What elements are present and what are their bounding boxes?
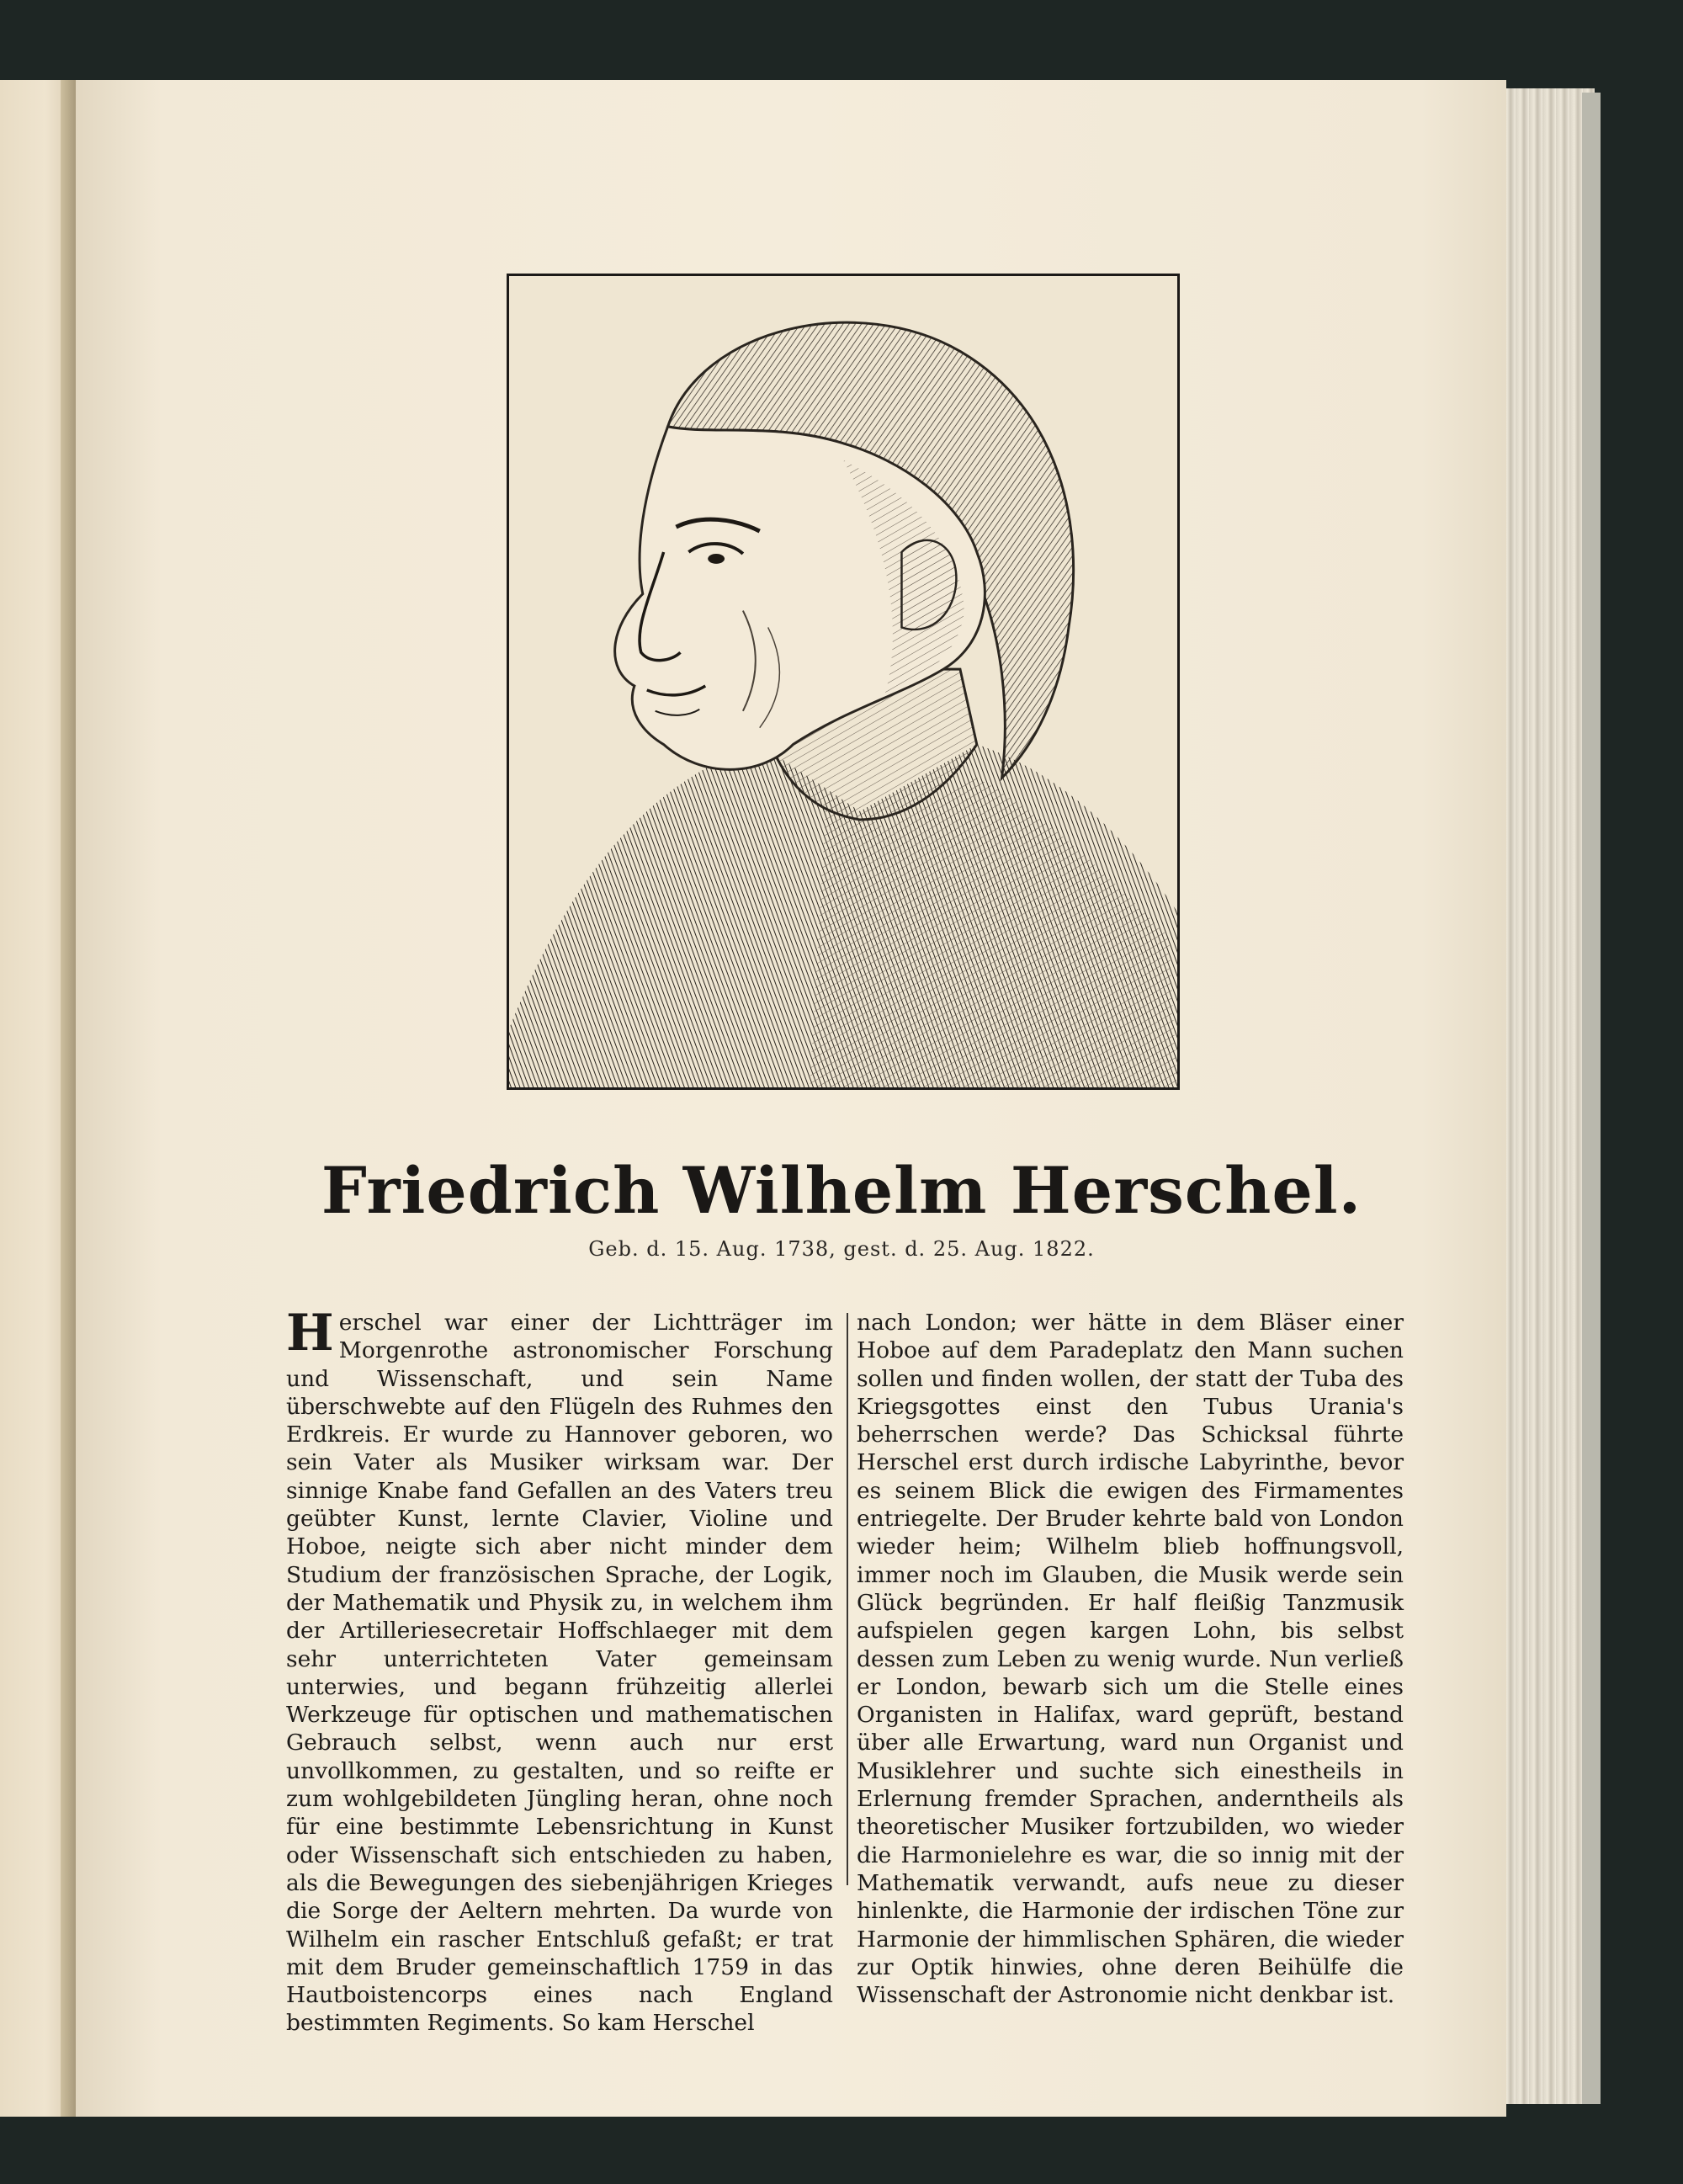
column-divider <box>847 1313 848 1885</box>
portrait-illustration <box>509 276 1177 1087</box>
body-text-left: erschel war einer der Lichtträger im Morgenrothe astronomischer Forschung und Wissenschaft, und sein Name überschwebte auf den Flügeln des Ruhmes den Erdkreis. Er wurde zu Hannover geboren, wo sein Vater als Musiker wirksam war. Der sinnige Knabe fand Gefallen an des Vaters treu geübter Kunst, lernte Clavier, Violine und Hoboe, neigte sich aber nicht minder dem Studium der französischen Sprache, der Logik, der Mathematik und Physik zu, in welchem ihm der Artilleriesecretair Hoffschlaeger mit dem sehr unterrichteten Vater gemeinsam unterwies, und begann frühzeitig allerlei Werkzeuge für optischen und mathematischen Gebrauch selbst, wenn auch nur erst unvollkommen, zu gestalten, und so reifte er zum wohlgebildeten Jüngling heran, ohne noch für eine bestimmte Lebensrichtung in Kunst oder Wissenschaft sich entschieden zu haben, als die Bewegungen des siebenjährigen Krieges die Sorge der Aeltern mehrten. Da wurde von Wilhelm ein rascher Entschluß gefaßt; er trat mit dem Bruder gemeinschaftlich 1759 in das Hautboistencorps eines nach England bestimmten Regiments. So kam Herschel <box>286 1310 833 2037</box>
portrait-engraving <box>507 274 1180 1090</box>
text-column-right <box>857 1309 1404 2009</box>
page-edges <box>1502 88 1595 2104</box>
body-text-right: nach London; wer hätte in dem Bläser einer Hoboe auf dem Paradeplatz den Mann suchen sollen und finden wollen, der statt der Tuba des Kriegsgottes einst den Tubus Urania's beherrschen werde? Das Schicksal führte Herschel erst durch irdische Labyrinthe, bevor es seinem Blick die ewigen des Firmamentes entriegelte. Der Bruder kehrte bald von London wieder heim; Wilhelm blieb hoffnungsvoll, immer noch im Glauben, die Musik werde sein Glück begründen. Er half fleißig Tanzmusik aufspielen gegen kargen Lohn, bis selbst dessen zum Leben zu wenig wurde. Nun verließ er London, bewarb sich um die Stelle eines Organisten in Halifax, ward geprüft, bestand über alle Erwartung, ward nun Organist und Musiklehrer und suchte sich einestheils in Erlernung fremder Sprachen, anderntheils als theoretischer Musiker fortzubilden, wo wieder die Harmonielehre es war, die so innig mit der Mathematik verwandt, aufs neue zu dieser hinlenkte, die Harmonie der irdischen Töne zur Harmonie der himmlischen Sphären, die wieder zur Optik hinwies, ohne deren Beihülfe die Wissenschaft der Astronomie nicht denkbar ist. <box>857 1310 1404 2009</box>
article-title: Friedrich Wilhelm Herschel. <box>321 1153 1362 1228</box>
book-cover-edge <box>1582 93 1601 2104</box>
dropcap: H <box>286 1304 334 1363</box>
article-subtitle: Geb. d. 15. Aug. 1738, gest. d. 25. Aug. 1822. <box>588 1237 1095 1261</box>
text-column-left <box>286 1304 833 2037</box>
left-page-edge <box>61 80 76 2117</box>
